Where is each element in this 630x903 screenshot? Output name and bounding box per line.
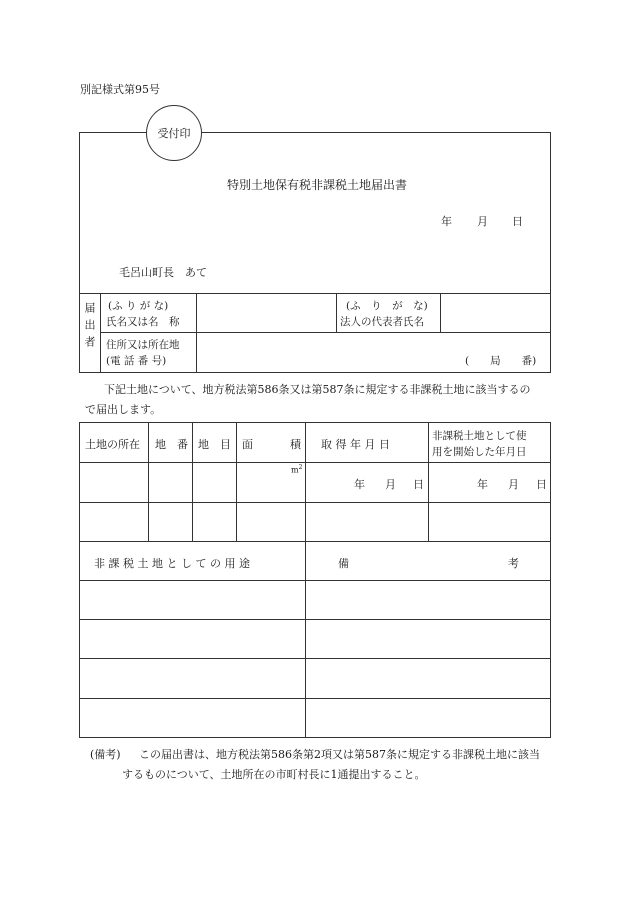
start-month: 月 <box>508 478 519 491</box>
date-month: 月 <box>477 215 488 228</box>
document-title: 特別土地保有税非課税土地届出書 <box>227 178 408 192</box>
addressee: 毛呂山町長 あて <box>119 266 207 279</box>
intro-line-1: 下記土地について、地方税法第586条又は第587条に規定する非課税土地に該当するの <box>104 383 531 396</box>
header-start-2: 用を開始した年月日 <box>432 446 527 458</box>
stamp-label: 受付印 <box>157 127 191 140</box>
reception-stamp-circle <box>146 105 202 161</box>
phone-suffix: ( 局 番) <box>465 355 537 367</box>
rep-furigana-label: (ふ り が な) <box>346 300 428 312</box>
header-category: 地 目 <box>198 438 231 451</box>
header-use: 非 課 税 土 地 と し て の 用 途 <box>94 557 250 570</box>
phone-label: (電 話 番 号) <box>106 355 167 367</box>
start-year: 年 <box>477 478 488 491</box>
header-acquired: 取 得 年 月 日 <box>321 438 390 451</box>
header-area-a: 面 <box>242 438 253 451</box>
name-furigana-label: (ふ り が な) <box>108 300 169 312</box>
start-day: 日 <box>536 478 547 491</box>
rep-name-label: 法人の代表者氏名 <box>340 316 424 328</box>
header-location: 土地の所在 <box>85 438 140 451</box>
date-year: 年 <box>441 215 452 228</box>
header-lot: 地 番 <box>155 438 188 451</box>
date-day: 日 <box>512 215 523 228</box>
header-start-1: 非課税土地として使 <box>432 430 527 442</box>
form-number: 別記様式第95号 <box>80 83 160 96</box>
address-label: 住所又は所在地 <box>106 339 180 351</box>
intro-line-2: で届出します。 <box>85 403 162 416</box>
note-line-2: するものについて、土地所在の市町村長に1通提出すること。 <box>122 768 426 781</box>
name-label: 氏名又は名 称 <box>106 316 180 328</box>
acquired-year: 年 <box>354 478 365 491</box>
note-label: (備考) <box>90 748 121 761</box>
note-line-1: この届出書は、地方税法第586条第2項又は第587条に規定する非課税土地に該当 <box>139 748 540 761</box>
header-area-b: 積 <box>290 438 301 451</box>
header-remarks-a: 備 <box>338 557 349 570</box>
header-remarks-b: 考 <box>508 557 519 570</box>
acquired-day: 日 <box>413 478 424 491</box>
applicant-side-label: 届出者 <box>83 302 96 353</box>
area-unit: $m^2$ <box>291 464 303 475</box>
acquired-month: 月 <box>385 478 396 491</box>
